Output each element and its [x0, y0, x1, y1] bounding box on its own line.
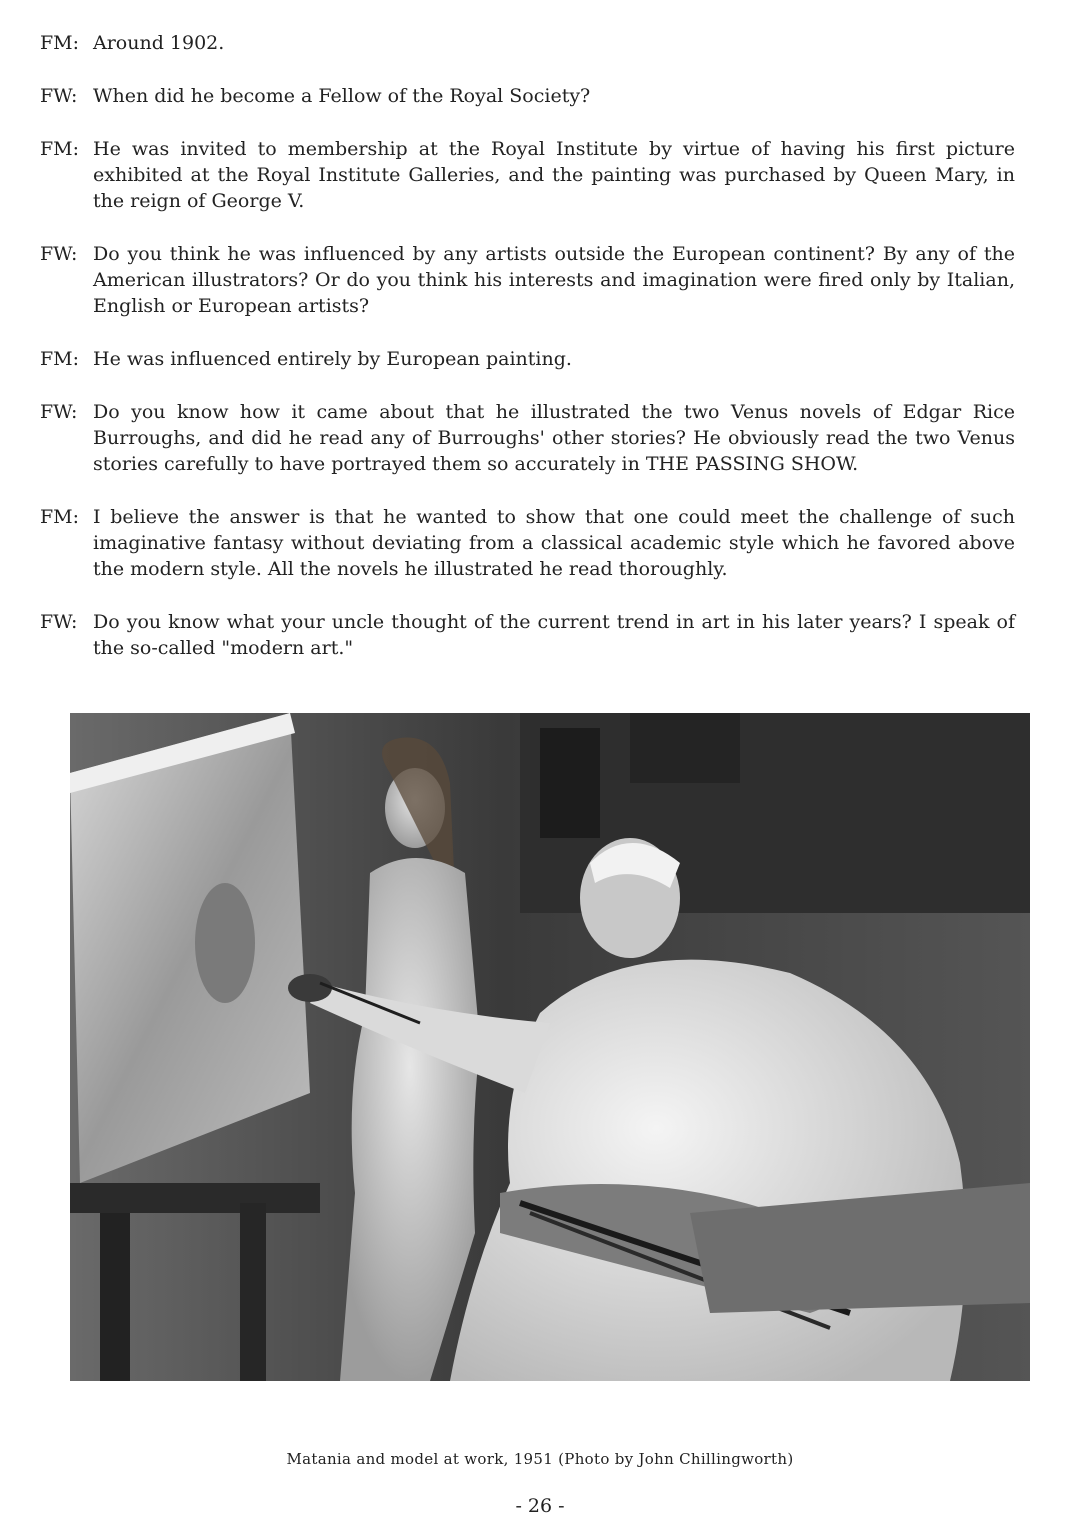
entry-text: He was invited to membership at the Royal Institute by virtue of having his first picture exhibited at the Royal Institute Galleries, and the painting was purchased by Queen Mary, in the reign of George V.	[93, 138, 1015, 212]
speaker-label: FW:	[40, 611, 78, 633]
entry-text: He was influenced entirely by European painting.	[93, 348, 572, 370]
speaker-label: FM:	[40, 506, 80, 528]
interview-entry	[40, 346, 1015, 372]
speaker-label: FM:	[40, 348, 80, 370]
interview-entry	[40, 504, 1015, 582]
interview-entry	[40, 136, 1015, 214]
speaker-label: FM:	[40, 138, 80, 160]
interview-transcript	[40, 30, 1015, 688]
entry-text: Do you know how it came about that he illustrated the two Venus novels of Edgar Rice Burroughs, and did he read any of Burroughs' other stories? He obviously read the two Venus stories carefully to have portrayed them so accurately in THE PASSING SHOW.	[93, 401, 1015, 475]
photo-caption: Matania and model at work, 1951 (Photo by John Chillingworth)	[286, 1450, 794, 1468]
interview-entry	[40, 83, 1015, 109]
studio-photograph	[70, 713, 1030, 1381]
interview-entry	[40, 241, 1015, 319]
entry-text: I believe the answer is that he wanted to show that one could meet the challenge of such imaginative fantasy without deviating from a classical academic style which he favored above the modern style. All the novels he illustrated he read thoroughly.	[93, 506, 1015, 580]
speaker-label: FW:	[40, 243, 78, 265]
entry-text: When did he become a Fellow of the Royal Society?	[93, 85, 591, 107]
interview-entry	[40, 609, 1015, 661]
entry-text: Around 1902.	[93, 32, 225, 54]
speaker-label: FW:	[40, 401, 78, 423]
entry-text: Do you think he was influenced by any artists outside the European continent? By any of the American illustrators? Or do you think his interests and imagination were fired only by Italian, English or European artists?	[93, 243, 1015, 317]
page-number: - 26 -	[515, 1495, 565, 1517]
interview-entry	[40, 399, 1015, 477]
interview-entry	[40, 30, 1015, 56]
speaker-label: FM:	[40, 32, 80, 54]
entry-text: Do you know what your uncle thought of the current trend in art in his later years? I speak of the so-called "modern art."	[93, 611, 1015, 659]
speaker-label: FW:	[40, 85, 78, 107]
